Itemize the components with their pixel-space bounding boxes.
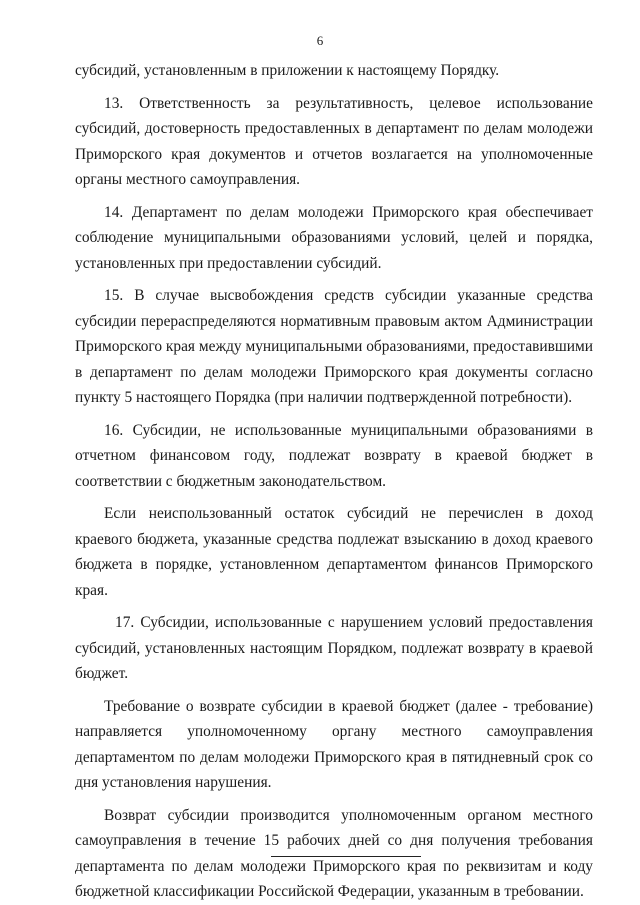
paragraph-15: 15. В случае высвобождения средств субсидии указанные средства субсидии перераспределяются нормативным правовым актом Администрации Приморского края между муниципальными образованиями, предоставившими в департамент по делам молодежи Приморского края документы согласно пункту 5 настоящего Порядка (при наличии подтвержденной потребности). xyxy=(75,287,593,406)
page-number: 6 xyxy=(316,33,324,48)
end-of-document-rule xyxy=(271,856,421,857)
paragraph-14: 14. Департамент по делам молодежи Приморского края обеспечивает соблюдение муниципальными образованиями условий, целей и порядка, установленных при предоставлении субсидий. xyxy=(75,203,593,272)
paragraph-17-requirement: Требование о возврате субсидии в краевой бюджет (далее - требование) направляется уполномоченному органу местного самоуправления департаментом по делам молодежи Приморского края в пятидневный срок со дня установления нарушения. xyxy=(75,697,593,791)
document-body xyxy=(75,58,593,905)
paragraph-16: 16. Субсидии, не использованные муниципальными образованиями в отчетном финансовом году, подлежат возврату в краевой бюджет в соответствии с бюджетным законодательством. xyxy=(75,421,593,490)
paragraph-13: 13. Ответственность за результативность, целевое использование субсидий, достоверность предоставленных в департамент по делам молодежи Приморского края документов и отчетов возлагается на уполномоченные органы местного самоуправления. xyxy=(75,94,593,188)
paragraph-17-refund: Возврат субсидии производится уполномоченным органом местного самоуправления в течение 15 рабочих дней со дня получения требования департамента по делам молодежи Приморского края по реквизитам и коду бюджетной классификации Российской Федерации, указанным в требовании. xyxy=(75,806,593,900)
paragraph-17: 17. Субсидии, использованные с нарушением условий предоставления субсидий, установленных настоящим Порядком, подлежат возврату в краевой бюджет. xyxy=(75,614,593,682)
paragraph-16-remainder: Если неиспользованный остаток субсидий не перечислен в доход краевого бюджета, указанные средства подлежат взысканию в доход краевого бюджета в порядке, установленном департаментом финансов Приморского края. xyxy=(75,505,593,599)
paragraph-continuation: субсидий, установленным в приложении к настоящему Порядку. xyxy=(75,62,500,79)
